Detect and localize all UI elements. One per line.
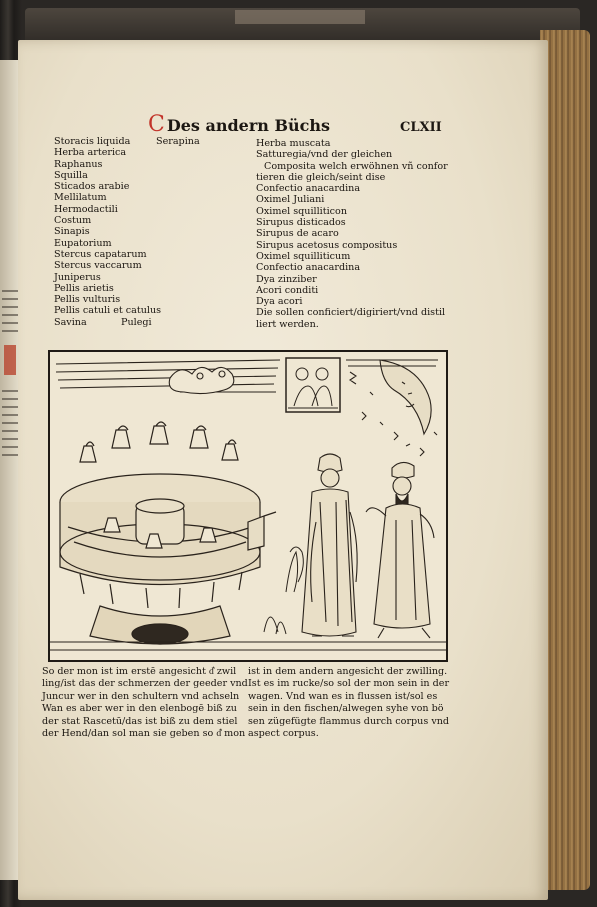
rubricated-initial: C [148, 112, 165, 137]
list-item: Herba arterica [54, 147, 127, 159]
list-item: Satturegia/vnd der gleichen [256, 149, 393, 161]
list-item: Herba muscata [256, 138, 331, 149]
caption-line: sen zügefügte flammus durch corpus vnd [248, 715, 450, 727]
caption-left-column [42, 666, 248, 740]
woodcut-illustration [48, 350, 448, 662]
list-item: Oximel Juliani [256, 194, 325, 206]
list-item: Storacis liquida [54, 136, 131, 147]
ingredient-column-1 [54, 136, 161, 328]
list-item: Oximel squilliticon [256, 205, 348, 217]
distillation-furnace [60, 422, 276, 644]
scholar-figure-right [366, 462, 434, 638]
list-item: Savina [54, 316, 87, 328]
list-item: Mellilatum [54, 192, 107, 204]
list-item: Hermodactili [54, 203, 118, 215]
list-item: Composita welch erwöhnen vñ confor [264, 160, 448, 172]
caption-line: ling/ist das der schmerzen der geeder vnd [42, 678, 248, 690]
list-item: Sirupus acetosus compositus [256, 239, 398, 251]
list-item: Juniperus [54, 271, 101, 283]
ingredient-column-2-bottom [121, 317, 152, 328]
caption-line: ist in dem andern angesicht der zwilling. [248, 666, 448, 677]
running-head [148, 112, 330, 137]
caption-line: Juncur wer in den schultern vnd achseln [42, 690, 240, 702]
list-item: Pellis catuli et catulus [54, 305, 162, 317]
list-item: Oximel squilliticum [256, 250, 351, 262]
caption-line: sein in den fischen/alwegen syhe von bö [248, 703, 444, 715]
list-item: liert werden. [256, 318, 319, 330]
list-item: Stercus capatarum [54, 248, 147, 260]
list-item: Pulegi [121, 317, 152, 328]
moon-face-with-stars [346, 360, 438, 456]
caption-line: wagen. Vnd wan es in flussen ist/sol es [248, 690, 438, 702]
list-item: Stercus vaccarum [54, 260, 142, 272]
book-page [18, 40, 548, 900]
list-item: Sinapis [54, 226, 90, 238]
list-item: tieren die gleich/seint dise [256, 171, 386, 183]
ingredient-column-2-top [156, 136, 200, 147]
caption-line: Wan es aber wer in den elenbogē biß zu [42, 703, 237, 715]
list-item: Dya zinziber [256, 273, 317, 285]
list-item: Sticados arabie [54, 181, 130, 193]
list-item: Sirupus disticados [256, 217, 346, 229]
list-item: Serapina [156, 136, 200, 147]
list-item: Squilla [54, 169, 88, 181]
list-item: Confectio anacardina [256, 183, 361, 195]
list-item: Raphanus [54, 158, 103, 170]
list-item: Confectio anacardina [256, 262, 361, 274]
gemini-emblem [286, 358, 340, 412]
physician-figure-left [302, 454, 357, 636]
caption-line: Ist es im rucke/so sol der mon sein in der [248, 678, 450, 690]
folio-number: CLXII [400, 120, 442, 135]
caption-line: aspect corpus. [248, 727, 319, 739]
running-head-text: Des andern Büchs [166, 116, 331, 135]
list-item: Die sollen conficiert/digiriert/vnd distil [256, 307, 446, 319]
caption-right-column [248, 666, 449, 740]
cloud-band [56, 360, 280, 394]
list-item: Dya acori [256, 296, 303, 308]
list-item: Pellis vulturis [54, 294, 121, 306]
caption-line: So der mon ist im erstē angesicht d͛ zwil [42, 666, 237, 677]
caption-line: der Hend/dan sol man sie geben so d͛ mon [42, 727, 246, 739]
list-item: Acori conditi [256, 284, 319, 296]
list-item: Pellis arietis [54, 282, 114, 294]
ingredient-column-3 [256, 138, 448, 330]
list-item: Costum [54, 215, 92, 227]
list-item: Sirupus de acaro [256, 228, 339, 240]
list-item: Eupatorium [54, 237, 112, 249]
caption-line: der stat Rascetū/das ist biß zu dem stiel [42, 715, 238, 727]
